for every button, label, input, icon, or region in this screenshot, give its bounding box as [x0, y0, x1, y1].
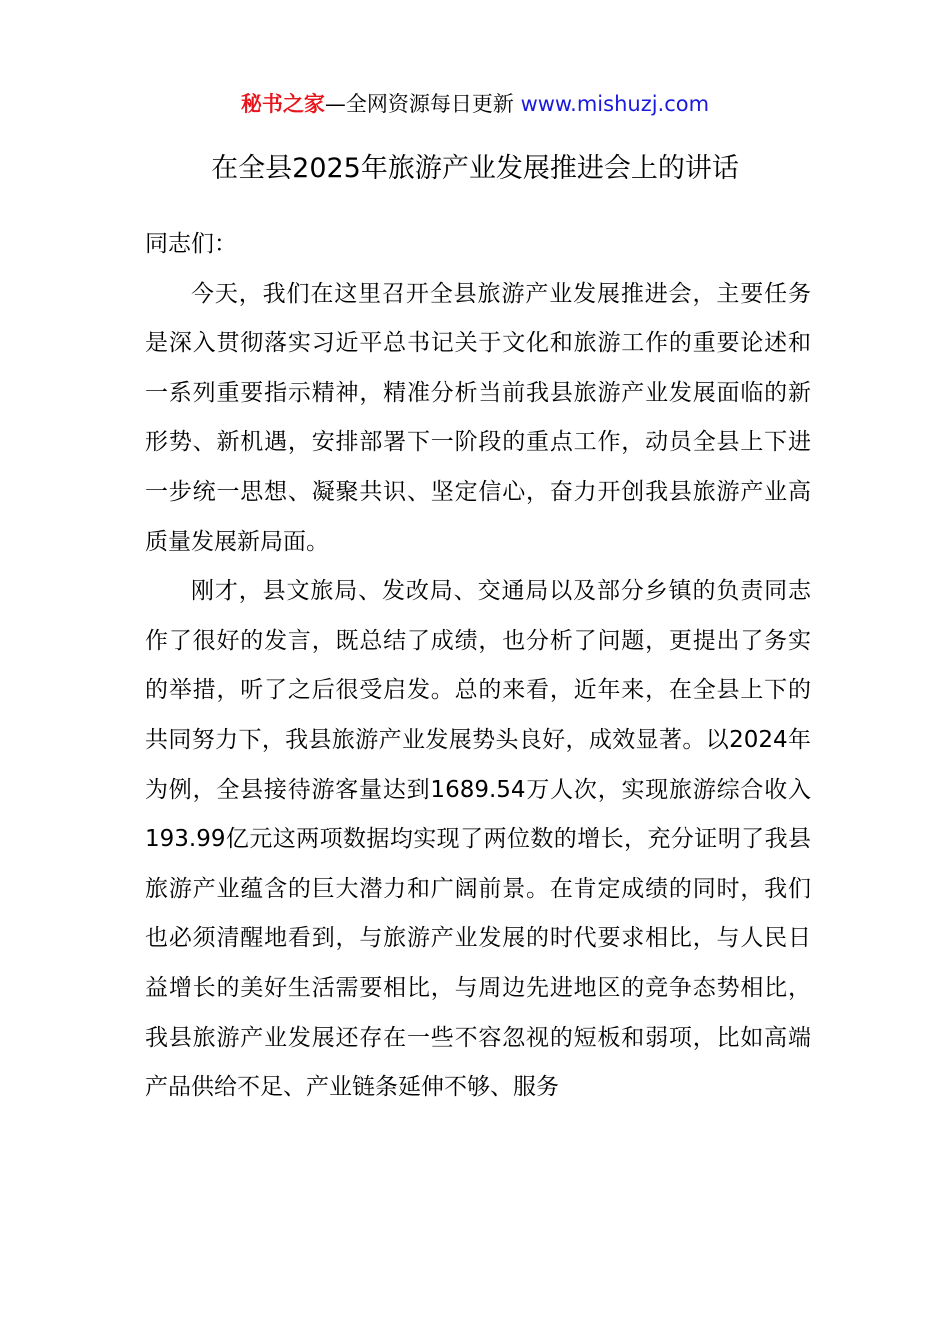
salutation: 同志们：: [145, 231, 237, 257]
header-slogan: —全网资源每日更新: [324, 92, 521, 116]
document-body: [145, 220, 811, 1113]
paragraph: 今天，我们在这里召开全县旅游产业发展推进会，主要任务是深入贯彻落实习近平总书记关于文化和旅游工作的重要论述和一系列重要指示精神，精准分析当前我县旅游产业发展面临的新形势、新机遇，安排部署下一阶段的重点工作，动员全县上下进一步统一思想、凝聚共识、坚定信心，奋力开创我县旅游产业高质量发展新局面。: [145, 280, 811, 555]
document-title: 在全县2025年旅游产业发展推进会上的讲话: [211, 153, 739, 184]
site-url-link[interactable]: www.mishuzj.com: [520, 92, 710, 116]
site-header: [0, 88, 950, 120]
paragraph: 刚才，县文旅局、发改局、交通局以及部分乡镇的负责同志作了很好的发言，既总结了成绩，也分析了问题，更提出了务实的举措，听了之后很受启发。总的来看，近年来，在全县上下的共同努力下，我县旅游产业发展势头良好，成效显著。以2024年为例，全县接待游客量达到1689.54万人次，实现旅游综合收入193.99亿元这两项数据均实现了两位数的增长，充分证明了我县旅游产业蕴含的巨大潜力和广阔前景。在肯定成绩的同时，我们也必须清醒地看到，与旅游产业发展的时代要求相比，与人民日益增长的美好生活需要相比，与周边先进地区的竞争态势相比，我县旅游产业发展还存在一些不容忽视的短板和弱项，比如高端产品供给不足、产业链条延伸不够、服务: [145, 578, 811, 1101]
brand-name: 秘书之家: [240, 92, 325, 116]
